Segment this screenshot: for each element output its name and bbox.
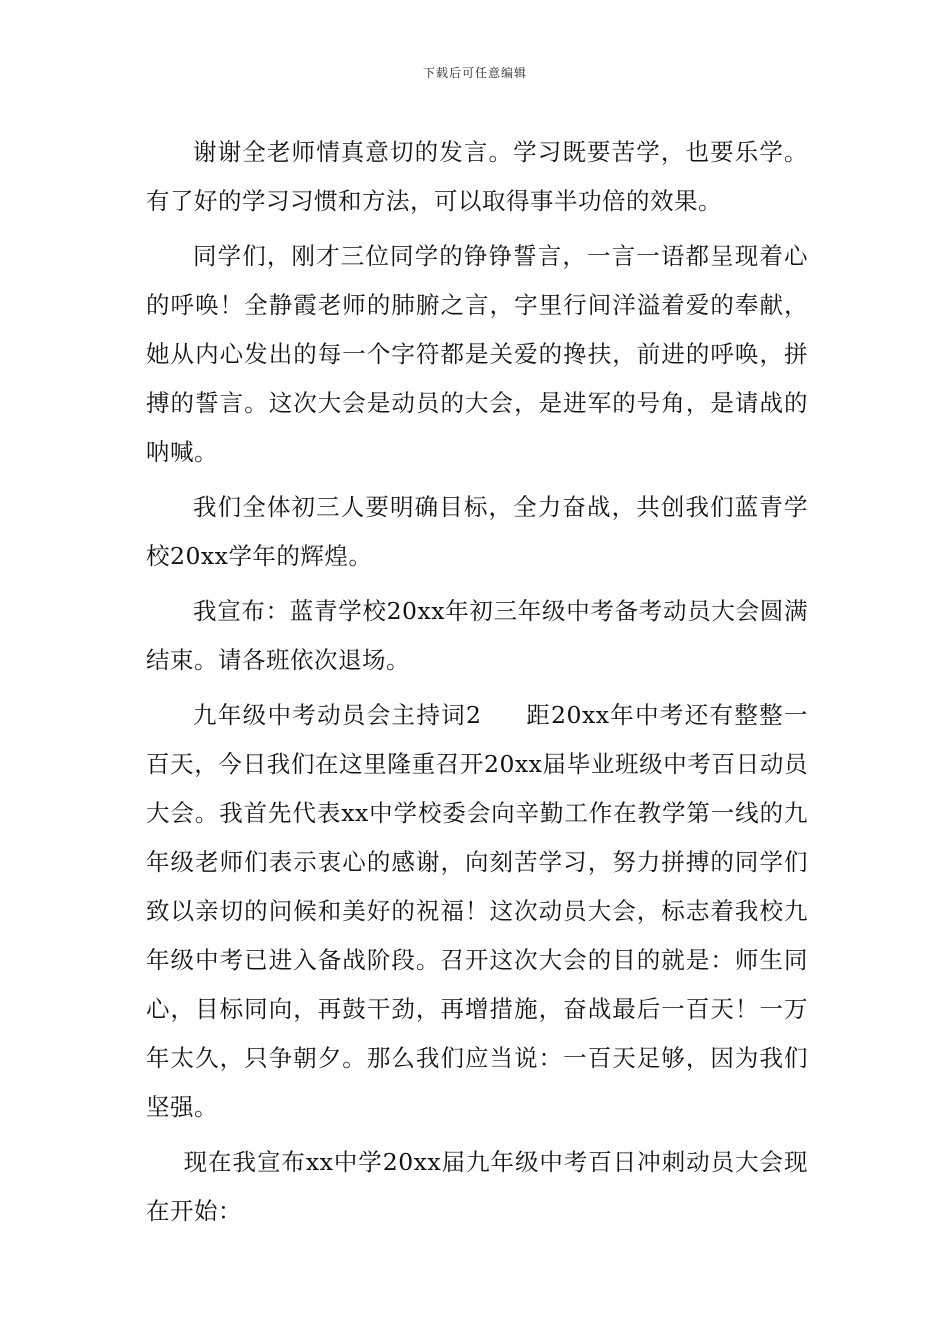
paragraph-goal: 我们全体初三人要明确目标，全力奋战，共创我们蓝青学校20xx学年的辉煌。: [146, 493, 808, 570]
paragraph-students: 同学们，刚才三位同学的铮铮誓言，一言一语都呈现着心的呼唤！全静霞老师的肺腑之言，字里行间洋溢着爱的奉献，她从内心发出的每一个字符都是关爱的搀扶，前进的呼唤，拼搏的誓言。这次大会是动员的大会，是进军的号角，是请战的呐喊。: [146, 242, 808, 466]
paragraph-section2: [146, 691, 808, 1132]
paragraph-thanks: 谢谢全老师情真意切的发言。学习既要苦学，也要乐学。有了好的学习习惯和方法，可以取得事半功倍的效果。: [146, 138, 808, 215]
header-note: 下载后可任意编辑: [422, 66, 527, 80]
section2-body: 距20xx年中考还有整整一百天，今日我们在这里隆重召开20xx届毕业班级中考百日动员大会。我首先代表xx中学校委会向辛勤工作在教学第一线的九年级老师们表示衷心的感谢，向刻苦学习，努力拼搏的同学们致以亲切的问候和美好的祝福！这次动员大会，标志着我校九年级中考已进入备战阶段。召开这次大会的目的就是：师生同心，目标同向，再鼓干劲，再增措施，奋战最后一百天！一万年太久，只争朝夕。那么我们应当说：一百天足够，因为我们坚强。: [146, 701, 808, 1121]
document-body: [146, 128, 808, 1242]
section2-title: 九年级中考动员会主持词2: [193, 701, 482, 729]
paragraph-closing: 现在我宣布xx中学20xx届九年级中考百日冲刺动员大会现在开始：: [146, 1148, 808, 1225]
paragraph-announce-end: 我宣布：蓝青学校20xx年初三年级中考备考动员大会圆满结束。请各班依次退场。: [146, 597, 808, 674]
